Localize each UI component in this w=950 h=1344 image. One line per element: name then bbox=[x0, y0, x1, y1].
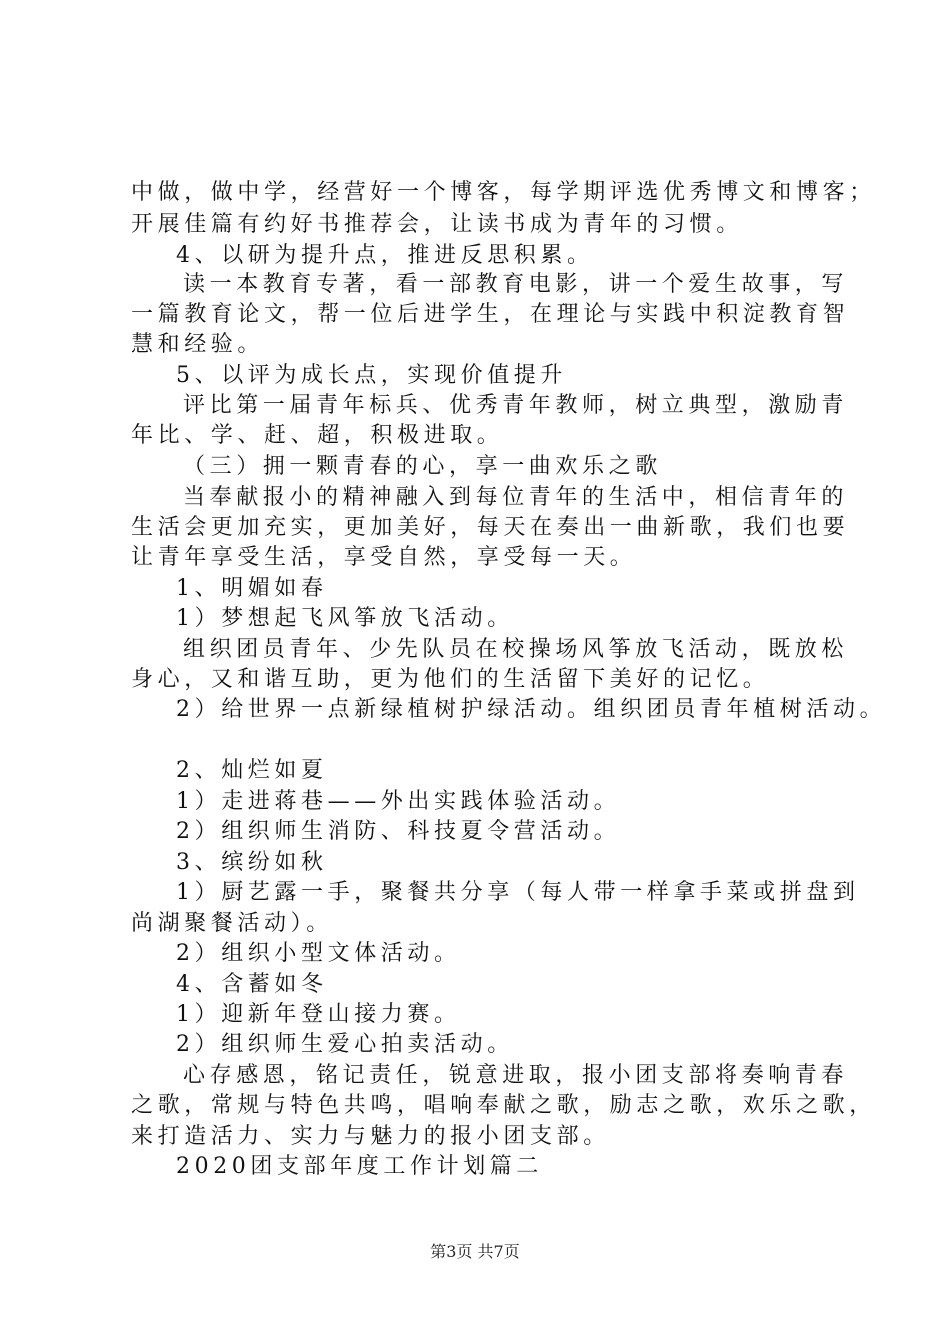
paragraph-line: 读一本教育专著，看一部教育电影，讲一个爱生故事，写 bbox=[183, 272, 849, 297]
section-heading: 2020团支部年度工作计划篇二 bbox=[176, 1154, 543, 1179]
paragraph-line: 让青年享受生活，享受自然，享受每一天。 bbox=[131, 545, 637, 570]
section-heading: （三）拥一颗青春的心，享一曲欢乐之歌 bbox=[183, 454, 662, 479]
section-heading: 2、灿烂如夏 bbox=[176, 758, 328, 783]
section-heading: 1、明媚如春 bbox=[176, 576, 328, 601]
paragraph-line: 一篇教育论文，帮一位后进学生，在理论与实践中积淀教育智 bbox=[131, 302, 850, 327]
paragraph-line: 组织团员青年、少先队员在校操场风筝放飞活动，既放松 bbox=[183, 637, 849, 662]
paragraph-line: 心存感恩，铭记责任，锐意进取，报小团支部将奏响青春 bbox=[183, 1063, 849, 1088]
paragraph-line: 当奉献报小的精神融入到每位青年的生活中，相信青年的 bbox=[183, 485, 849, 510]
page-number-footer: 第3页 共7页 bbox=[430, 1242, 520, 1261]
paragraph-line: 身心，又和谐互助，更为他们的生活留下美好的记忆。 bbox=[131, 667, 770, 692]
list-item: 2）组织师生消防、科技夏令营活动。 bbox=[176, 819, 621, 844]
paragraph-line: 评比第一届青年标兵、优秀青年教师，树立典型，激励青 bbox=[183, 393, 849, 418]
section-heading: 4、以研为提升点，推进反思积累。 bbox=[176, 243, 594, 268]
paragraph-line: 年比、学、赶、超，积极进取。 bbox=[131, 423, 504, 448]
paragraph-line: 慧和经验。 bbox=[131, 332, 265, 357]
section-heading: 5、以评为成长点，实现价值提升 bbox=[176, 363, 567, 388]
list-item: 2）组织师生爱心拍卖活动。 bbox=[176, 1032, 514, 1057]
list-item: 1）梦想起飞风筝放飞活动。 bbox=[176, 606, 514, 631]
section-heading: 4、含蓄如冬 bbox=[176, 972, 328, 997]
paragraph-line: 中做，做中学，经营好一个博客，每学期评选优秀博文和博客； bbox=[131, 180, 876, 205]
list-item: 1）迎新年登山接力赛。 bbox=[176, 1002, 461, 1027]
list-item: 1）厨艺露一手，聚餐共分享（每人带一样拿手菜或拼盘到 bbox=[176, 880, 860, 905]
paragraph-line: 来打造活力、实力与魅力的报小团支部。 bbox=[131, 1124, 610, 1149]
paragraph-line: 开展佳篇有约好书推荐会，让读书成为青年的习惯。 bbox=[131, 212, 743, 237]
list-item: 1）走进蒋巷——外出实践体验活动。 bbox=[176, 789, 621, 814]
list-item: 2）组织小型文体活动。 bbox=[176, 941, 461, 966]
paragraph-line: 之歌，常规与特色共鸣，唱响奉献之歌，励志之歌，欢乐之歌， bbox=[131, 1093, 876, 1118]
list-item: 2）给世界一点新绿植树护绿活动。组织团员青年植树活动。 bbox=[176, 697, 887, 722]
paragraph-line: 尚湖聚餐活动）。 bbox=[131, 911, 333, 936]
paragraph-line: 生活会更加充实，更加美好，每天在奏出一曲新歌，我们也要 bbox=[131, 515, 850, 540]
section-heading: 3、缤纷如秋 bbox=[176, 850, 328, 875]
